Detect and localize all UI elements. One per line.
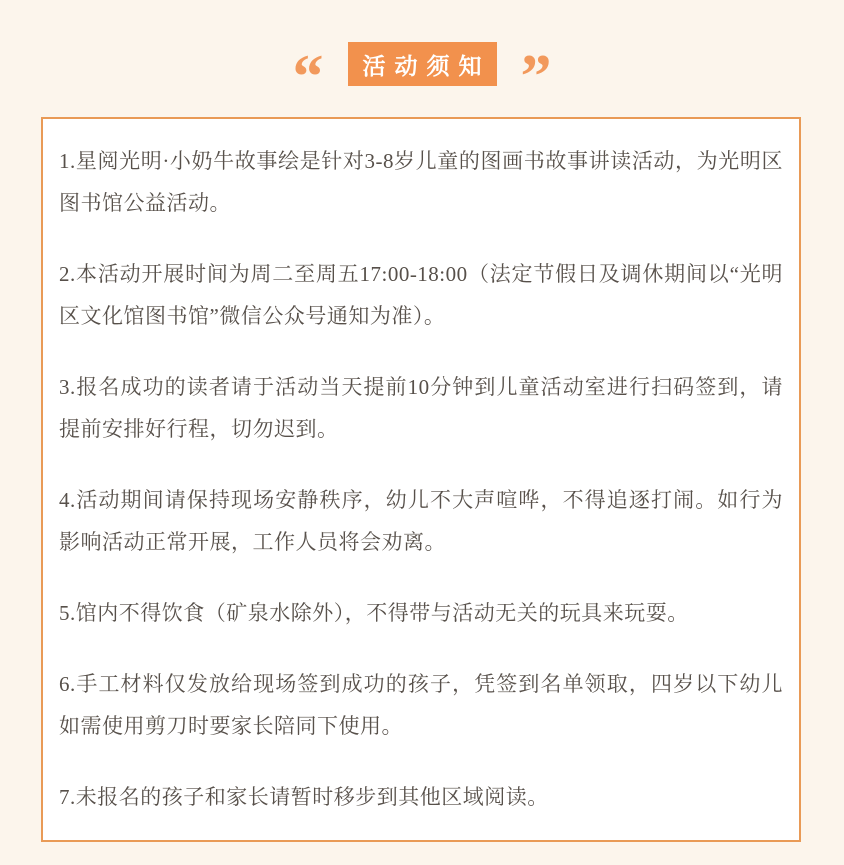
- notice-item-1: 1.星阅光明·小奶牛故事绘是针对3-8岁儿童的图画书故事讲读活动，为光明区图书馆公益活动。: [59, 149, 783, 215]
- notice-item-3: 3.报名成功的读者请于活动当天提前10分钟到儿童活动室进行扫码签到，请提前安排好行程，切勿迟到。: [59, 375, 783, 441]
- notice-item-7: 7.未报名的孩子和家长请暂时移步到其他区域阅读。: [59, 785, 549, 809]
- close-quote-icon: ”: [520, 43, 552, 111]
- notice-item-5: 5.馆内不得饮食（矿泉水除外），不得带与活动无关的玩具来玩耍。: [59, 601, 689, 625]
- notice-item-6: 6.手工材料仅发放给现场签到成功的孩子，凭签到名单领取，四岁以下幼儿如需使用剪刀时要家长陪同下使用。: [59, 672, 783, 738]
- notice-box: [41, 117, 801, 842]
- section-header: [0, 0, 844, 111]
- open-quote-icon: “: [292, 43, 324, 111]
- section-title-badge: 活动须知: [348, 42, 497, 86]
- notice-item-2: 2.本活动开展时间为周二至周五17:00-18:00（法定节假日及调休期间以“光明区文化馆图书馆”微信公众号通知为准）。: [59, 262, 783, 328]
- notice-item-4: 4.活动期间请保持现场安静秩序，幼儿不大声喧哗，不得追逐打闹。如行为影响活动正常开展，工作人员将会劝离。: [59, 488, 783, 554]
